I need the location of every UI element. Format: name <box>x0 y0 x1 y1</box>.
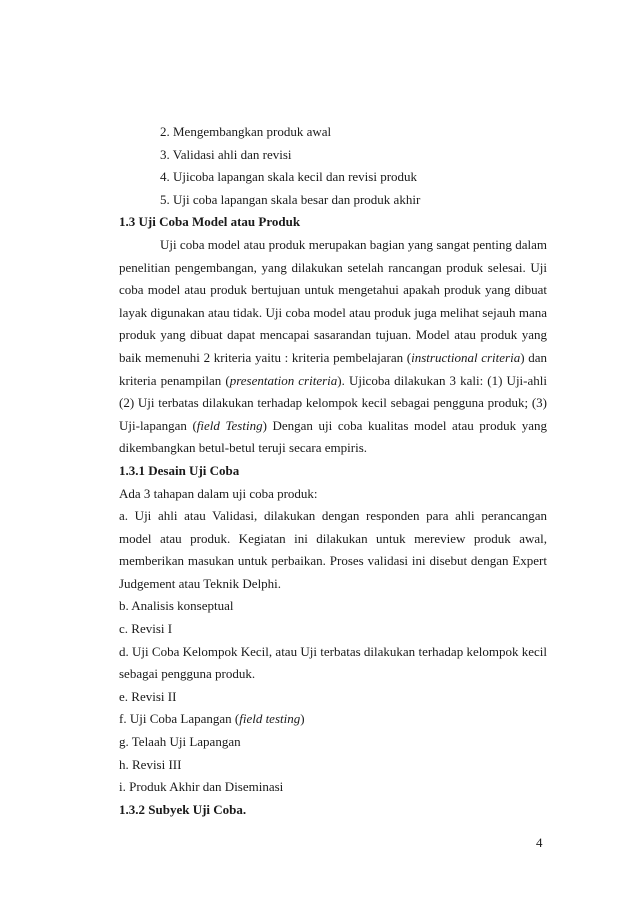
list-item-h: h. Revisi III <box>119 756 182 772</box>
list-item-f <box>119 708 547 731</box>
list-item: 4. Ujicoba lapangan skala kecil dan revisi produk <box>160 169 418 185</box>
page-content <box>119 121 547 821</box>
list-item-e: e. Revisi II <box>119 688 177 704</box>
paragraph-text: Uji coba model atau produk merupakan bagian yang sangat penting dalam penelitian pengembangan, yang dilakukan setelah rancangan produk selesai. Uji coba model atau produk bertujuan untuk mengetahui apakah produk yang dibuat layak digunakan atau tidak. Uji coba model atau produk juga melihat sejauh mana produk yang dibuat dapat mencapai sasarandan tujuan. Model atau produk yang baik memenuhi 2 kriteria yaitu : kriteria pembelajaran ( <box>119 236 547 365</box>
list-item-c: c. Revisi I <box>119 621 173 637</box>
list-item-d: d. Uji Coba Kelompok Kecil, atau Uji terbatas dilakukan terhadap kelompok kecil sebagai pengguna produk. <box>119 643 547 682</box>
list-item: 5. Uji coba lapangan skala besar dan produk akhir <box>160 191 421 207</box>
section-heading-1-3: 1.3 Uji Coba Model atau Produk <box>119 214 301 230</box>
paragraph-emphasis: instructional criteria <box>411 349 521 365</box>
list-item-a: a. Uji ahli atau Validasi, dilakukan dengan responden para ahli perancangan model atau produk. Kegiatan ini dilakukan untuk mereview produk awal, memberikan masukan untuk perbaikan. Proses validasi ini disebut dengan Expert Judgement atau Teknik Delphi. <box>119 508 547 591</box>
section-1-3-paragraph <box>119 234 547 460</box>
section-heading-1-3-2: 1.3.2 Subyek Uji Coba. <box>119 801 247 817</box>
section-intro: Ada 3 tahapan dalam uji coba produk: <box>119 485 318 501</box>
paragraph-text: ). Ujicoba dilakukan 3 kali: (1) Uji-ahli (2) Uji terbatas dilakukan terhadap kelompok kecil sebagai pengguna produk; (3) Uji-lapangan ( <box>119 372 547 433</box>
paragraph-emphasis: field Testing <box>196 417 263 433</box>
list-item-i: i. Produk Akhir dan Diseminasi <box>119 779 284 795</box>
list-item: 2. Mengembangkan produk awal <box>160 124 332 139</box>
list-item: 3. Validasi ahli dan revisi <box>160 146 292 162</box>
list-item-f-emphasis: field testing <box>239 711 301 727</box>
list-item-g: g. Telaah Uji Lapangan <box>119 734 241 750</box>
paragraph-text: ) dan kriteria penampilan ( <box>119 349 547 388</box>
page-number: 4 <box>536 835 543 850</box>
list-item-f-text: f. Uji Coba Lapangan ( <box>119 711 240 727</box>
section-heading-1-3-1: 1.3.1 Desain Uji Coba <box>119 462 240 478</box>
list-item-f-close: ) <box>300 711 305 727</box>
list-item-b: b. Analisis konseptual <box>119 598 234 614</box>
paragraph-text: ) Dengan uji coba kualitas model atau produk yang dikembangkan betul-betul teruji secara empiris. <box>119 417 547 456</box>
paragraph-emphasis: presentation criteria <box>229 372 338 388</box>
